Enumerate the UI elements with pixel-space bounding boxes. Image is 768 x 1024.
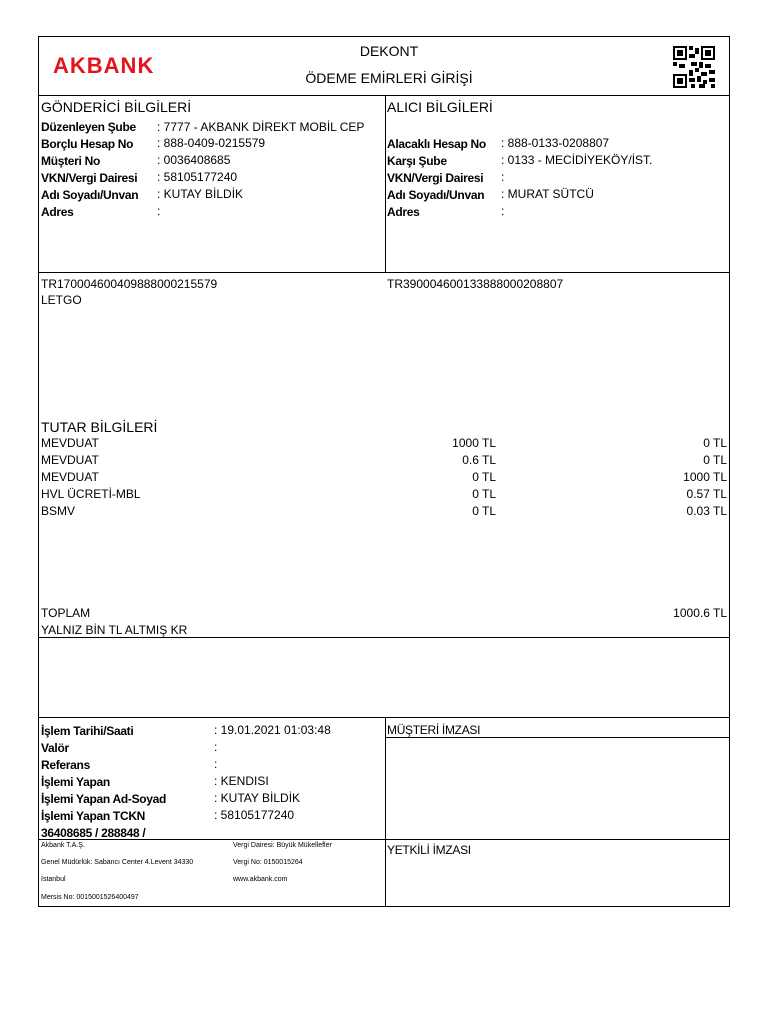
sender-value: : KUTAY BİLDİK [157,187,244,201]
divider [385,737,729,738]
transaction-label: İşlemi Yapan [41,775,110,789]
divider [39,637,729,638]
footer-address: Genel Müdürlük: Sabancı Center 4.Levent 34330 [41,859,194,866]
amounts-heading: TUTAR BİLGİLERİ [41,419,158,435]
receiver-label: Adı Soyadı/Unvan [387,188,485,202]
sender-label: Borçlu Hesap No [41,137,134,151]
receiver-heading: ALICI BİLGİLERİ [387,99,493,115]
amount-in-words: YALNIZ BİN TL ALTMIŞ KR [41,623,188,637]
amount-row-credit: 0.03 TL [686,504,727,518]
receiver-label: VKN/Vergi Dairesi [387,171,484,185]
divider [385,717,386,907]
transaction-value: : KENDISI [214,774,269,788]
transaction-value: : [214,757,218,771]
amount-row-credit: 1000 TL [683,470,727,484]
divider [39,272,729,273]
receipt-document [38,36,730,907]
amount-row-name: MEVDUAT [41,470,99,484]
receiver-value: : [501,170,505,184]
receiver-value: : [501,204,505,218]
amount-row-name: MEVDUAT [41,453,99,467]
amount-row-name: BSMV [41,504,76,518]
sender-label: Düzenleyen Şube [41,120,136,134]
amount-row-credit: 0 TL [703,436,727,450]
receiver-value: : 0133 - MECİDİYEKÖY/İST. [501,153,653,167]
sender-value: : 888-0409-0215579 [157,136,266,150]
transaction-value: : [214,740,218,754]
receiver-value: : 888-0133-0208807 [501,136,610,150]
document-subtitle: ÖDEME EMİRLERİ GİRİŞİ [305,70,473,86]
transfer-description: LETGO [41,293,82,307]
customer-signature-label: MÜŞTERİ İMZASI [387,723,481,737]
transaction-value: : 58105177240 [214,808,295,822]
amount-row-debit: 0 TL [472,487,496,501]
footer-company: Akbank T.A.Ş. [41,842,85,849]
footer-website: www.akbank.com [233,876,288,883]
divider [385,839,729,840]
sender-value: : 7777 - AKBANK DİREKT MOBİL CEP [157,120,365,134]
amount-row-name: MEVDUAT [41,436,99,450]
receiver-value: : MURAT SÜTCÜ [501,187,594,201]
sender-iban: TR170004600409888000215579 [41,277,218,291]
sender-label: Adı Soyadı/Unvan [41,188,139,202]
total-label: TOPLAM [41,606,91,620]
amount-row-credit: 0 TL [703,453,727,467]
amount-row-credit: 0.57 TL [686,487,727,501]
total-value: 1000.6 TL [673,606,727,620]
amount-row-debit: 1000 TL [452,436,496,450]
receiver-label: Alacaklı Hesap No [387,137,486,151]
sender-label: Müşteri No [41,154,101,168]
transaction-label: İşlemi Yapan TCKN [41,809,146,823]
amount-row-name: HVL ÜCRETİ-MBL [41,487,141,501]
sender-value: : 0036408685 [157,153,231,167]
receiver-label: Karşı Şube [387,154,447,168]
sender-heading: GÖNDERİCİ BİLGİLERİ [41,99,192,115]
amount-row-debit: 0.6 TL [462,453,496,467]
transaction-label: İşlem Tarihi/Saati [41,724,134,738]
transaction-value: : 19.01.2021 01:03:48 [214,723,331,737]
transaction-label: İşlemi Yapan Ad-Soyad [41,792,167,806]
receiver-iban: TR390004600133888000208807 [387,277,564,291]
transaction-reference-code: 36408685 / 288848 / [41,826,146,840]
footer-tax-office: Vergi Dairesi: Büyük Mükellefler [233,842,332,849]
sender-value: : 58105177240 [157,170,238,184]
amount-row-debit: 0 TL [472,470,496,484]
divider [39,717,729,718]
transaction-label: Valör [41,741,69,755]
amount-row-debit: 0 TL [472,504,496,518]
divider [39,95,729,96]
sender-label: VKN/Vergi Dairesi [41,171,138,185]
receiver-label: Adres [387,205,420,219]
transaction-label: Referans [41,758,90,772]
authorized-signature-label: YETKİLİ İMZASI [387,843,471,857]
footer-mersis: Mersis No: 0015001526400497 [41,894,139,901]
footer-tax-number: Vergi No: 0150015264 [233,859,303,866]
transaction-value: : KUTAY BİLDİK [214,791,301,805]
divider [385,95,386,272]
document-title: DEKONT [359,43,419,59]
sender-value: : [157,204,161,218]
qr-code-icon [673,46,715,88]
footer-city: İstanbul [41,876,66,883]
akbank-logo: AKBANK [53,53,155,78]
sender-label: Adres [41,205,74,219]
